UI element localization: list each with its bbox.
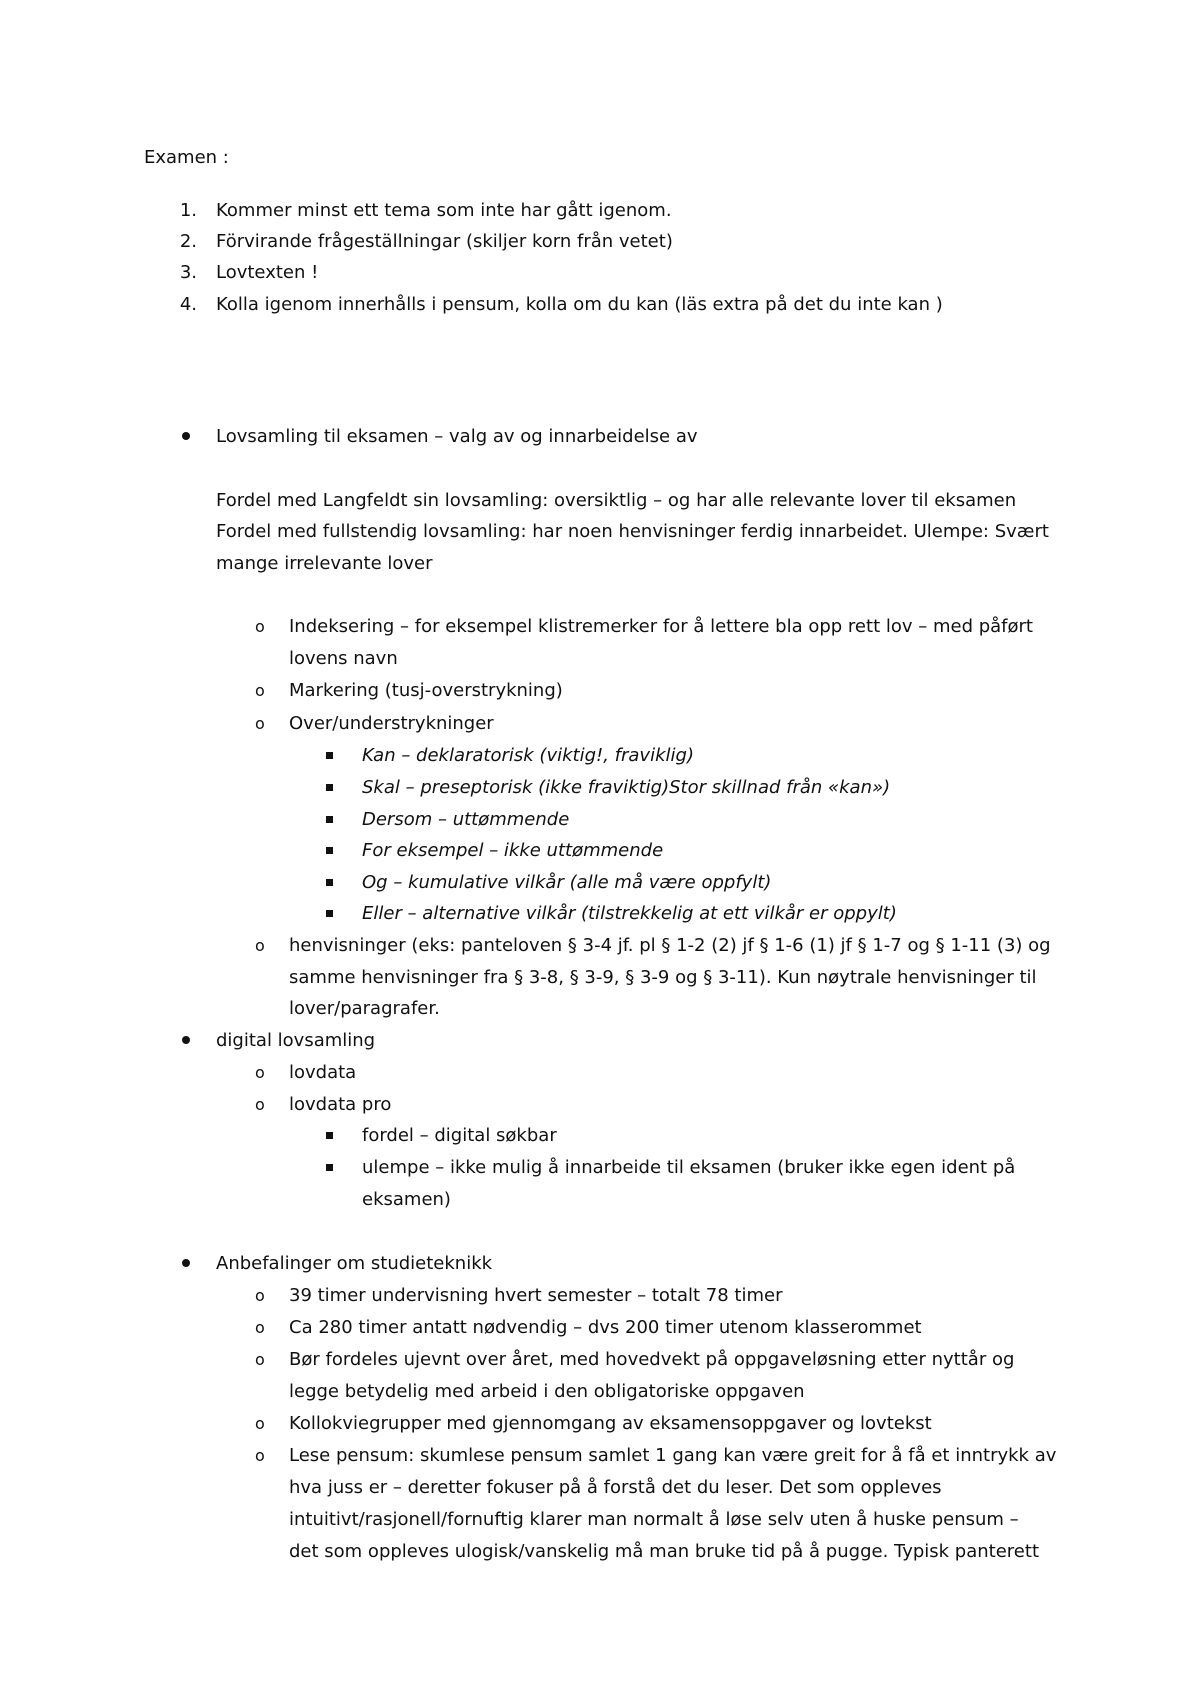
circle-bullet-icon: o [255,1414,265,1433]
circle-bullet-icon: o [255,1063,265,1082]
square-bullet-icon [326,847,333,854]
list-item: Markering (tusj-overstrykning) [289,680,563,701]
bullet-icon [182,432,190,440]
list-item-continued: lovens navn [289,648,398,669]
sub-list-item-continued: eksamen) [362,1189,451,1210]
list-item: Lese pensum: skumlese pensum samlet 1 gang kan være greit for å få et inntrykk av [289,1445,1057,1466]
square-bullet-icon [326,910,333,917]
square-bullet-icon [326,879,333,886]
numbered-item: Förvirande frågeställningar (skiljer korn från vetet) [216,231,673,252]
list-item: lovdata pro [289,1094,392,1115]
section-heading: Anbefalinger om studieteknikk [216,1253,493,1274]
sub-list-item: fordel – digital søkbar [362,1125,557,1146]
sub-list-item: Kan – deklaratorisk (viktig!, fraviklig) [362,745,694,766]
square-bullet-icon [326,816,333,823]
section-heading: Lovsamling til eksamen – valg av og innarbeidelse av [216,426,698,447]
square-bullet-icon [326,1132,333,1139]
bullet-icon [182,1036,190,1044]
circle-bullet-icon: o [255,681,265,700]
paragraph-line: Fordel med Langfeldt sin lovsamling: oversiktlig – og har alle relevante lover til eksamen [216,490,1017,511]
circle-bullet-icon: o [255,714,265,733]
list-item: lovdata [289,1062,357,1083]
numbered-item: Kolla igenom innerhålls i pensum, kolla om du kan (läs extra på det du inte kan ) [216,294,943,315]
square-bullet-icon [326,1164,333,1171]
list-item: Kollokviegrupper med gjennomgang av eksamensoppgaver og lovtekst [289,1413,932,1434]
circle-bullet-icon: o [255,1350,265,1369]
sub-list-item: Og – kumulative vilkår (alle må være oppfylt) [362,872,772,893]
list-number: 4. [179,294,197,315]
list-item: 39 timer undervisning hvert semester – totalt 78 timer [289,1285,783,1306]
circle-bullet-icon: o [255,936,265,955]
list-item: Bør fordeles ujevnt over året, med hovedvekt på oppgaveløsning etter nyttår og [289,1349,1015,1370]
list-item-continued: legge betydelig med arbeid i den obligatoriske oppgaven [289,1381,805,1402]
circle-bullet-icon: o [255,1446,265,1465]
numbered-item: Kommer minst ett tema som inte har gått igenom. [216,200,672,221]
sub-list-item: ulempe – ikke mulig å innarbeide til eksamen (bruker ikke egen ident på [362,1157,1016,1178]
page-title: Examen : [144,147,229,168]
square-bullet-icon [326,784,333,791]
paragraph-line: Fordel med fullstendig lovsamling: har noen henvisninger ferdig innarbeidet. Ulempe: Svært [216,521,1049,542]
list-number: 1. [179,200,197,221]
list-item-continued: det som oppleves ulogisk/vanskelig må man bruke tid på å pugge. Typisk panterett [289,1541,1039,1562]
square-bullet-icon [326,752,333,759]
bullet-icon [182,1259,190,1267]
list-item: henvisninger (eks: panteloven § 3-4 jf. pl § 1-2 (2) jf § 1-6 (1) jf § 1-7 og § 1-11 (3) og [289,935,1051,956]
sub-list-item: Dersom – uttømmende [362,809,570,830]
numbered-item: Lovtexten ! [216,262,319,283]
list-item-continued: hva juss er – deretter fokuser på å forstå det du leser. Det som oppleves [289,1477,942,1498]
circle-bullet-icon: o [255,1318,265,1337]
sub-list-item: For eksempel – ikke uttømmende [362,840,664,861]
circle-bullet-icon: o [255,1095,265,1114]
list-item-continued: samme henvisninger fra § 3-8, § 3-9, § 3-9 og § 3-11). Kun nøytrale henvisninger til [289,967,1037,988]
circle-bullet-icon: o [255,1286,265,1305]
list-number: 2. [179,231,197,252]
sub-list-item: Eller – alternative vilkår (tilstrekkelig at ett vilkår er oppylt) [362,903,897,924]
sub-list-item: Skal – preseptorisk (ikke fraviktig)Stor skillnad från «kan») [362,777,891,798]
paragraph-line: mange irrelevante lover [216,553,433,574]
list-item: Over/understrykninger [289,713,494,734]
circle-bullet-icon: o [255,617,265,636]
list-item-continued: intuitivt/rasjonell/fornuftig klarer man normalt å løse selv uten å huske pensum – [289,1509,1019,1530]
list-number: 3. [179,262,197,283]
section-heading: digital lovsamling [216,1030,376,1051]
list-item: Ca 280 timer antatt nødvendig – dvs 200 timer utenom klasserommet [289,1317,922,1338]
list-item: Indeksering – for eksempel klistremerker for å lettere bla opp rett lov – med påført [289,616,1033,637]
list-item-continued: lover/paragrafer. [289,998,440,1019]
